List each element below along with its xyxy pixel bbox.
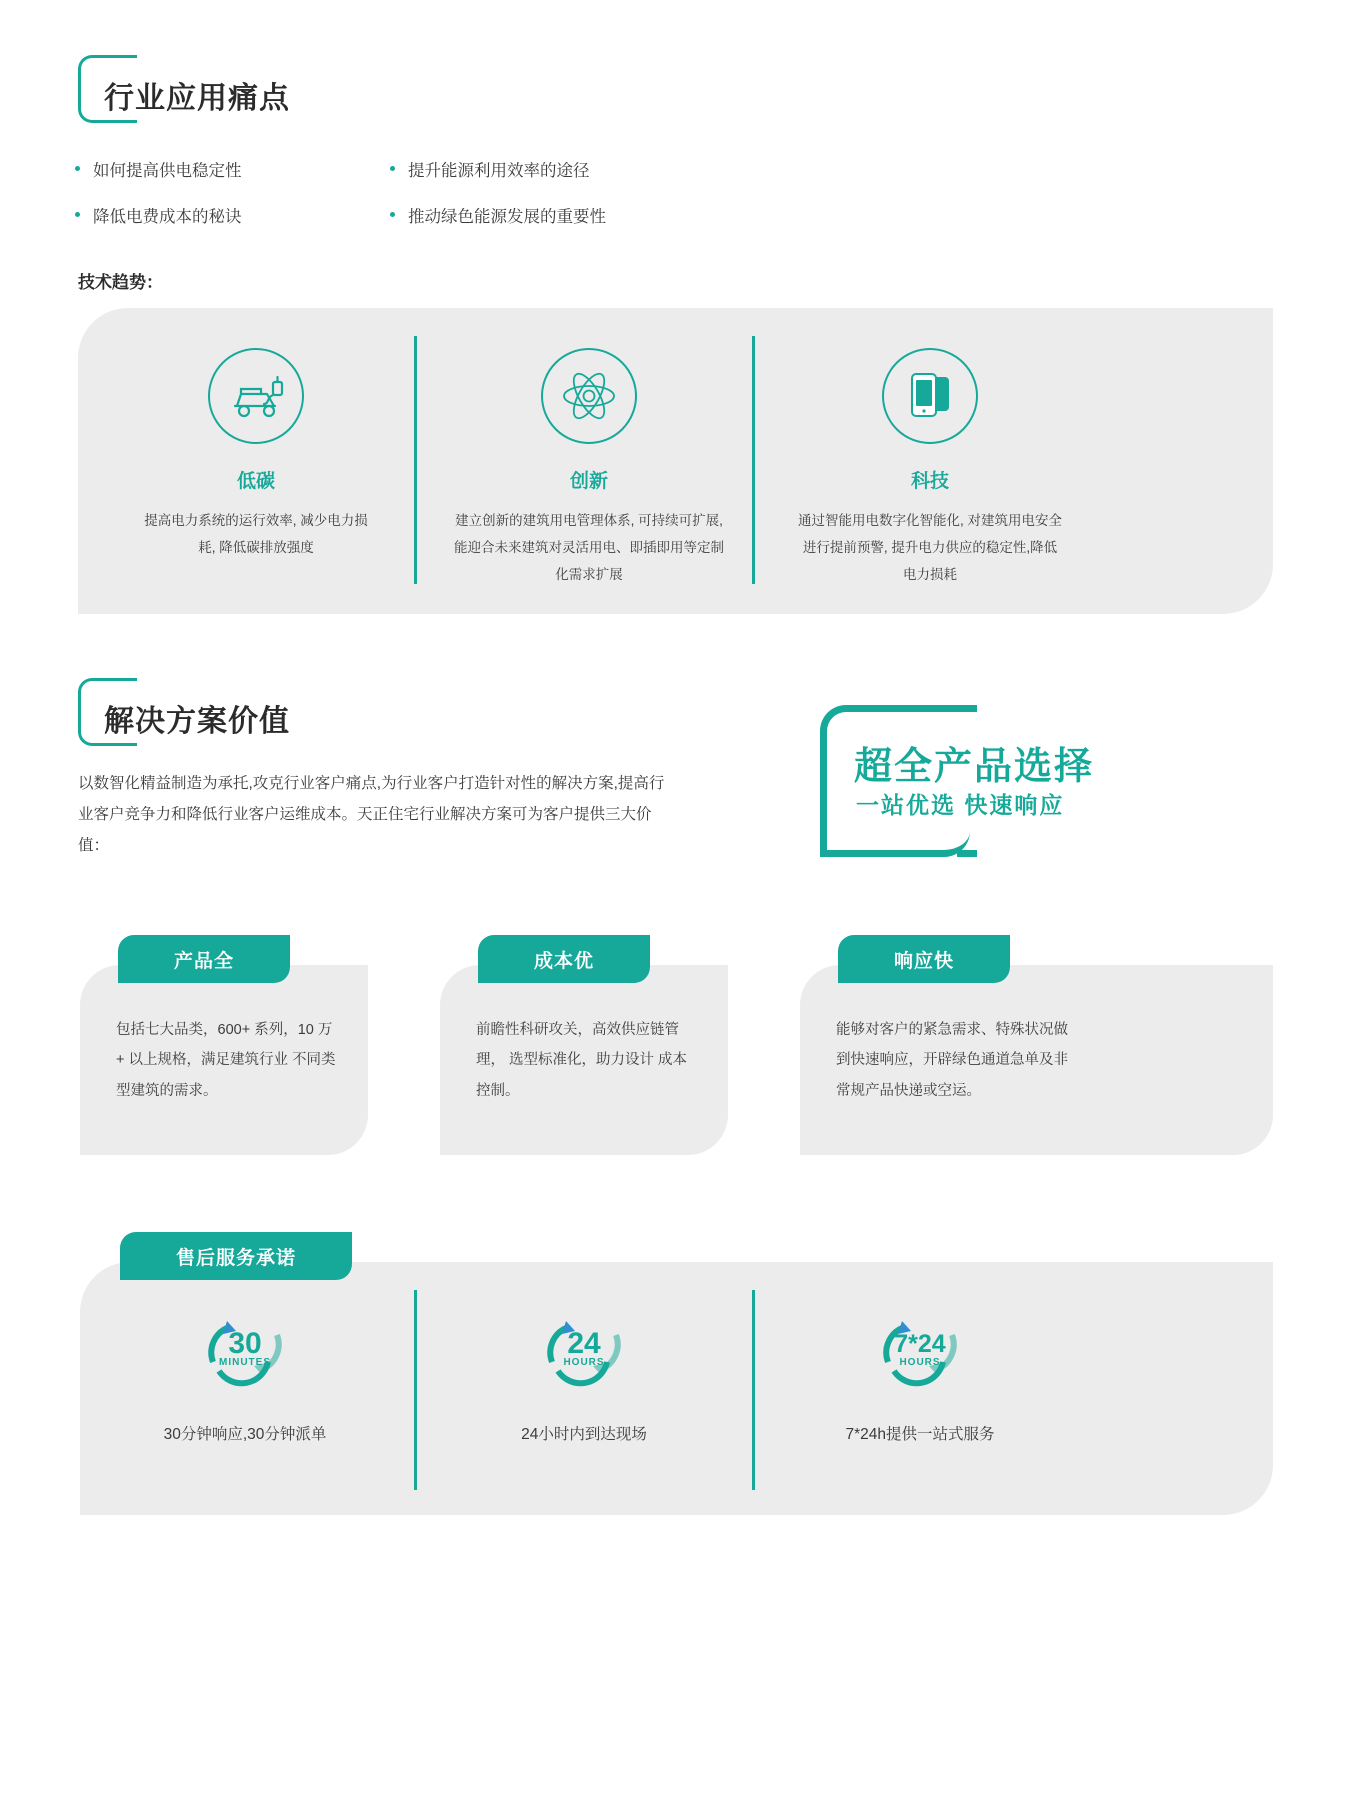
trend-description: 建立创新的建筑用电管理体系, 可持续可扩展, 能迎合未来建筑对灵活用电、即插即用等定制化需求扩展 bbox=[454, 513, 724, 582]
service-caption: 7*24h提供一站式服务 bbox=[845, 1426, 995, 1443]
divider bbox=[752, 336, 755, 584]
cycle-30-minutes-icon bbox=[193, 1305, 297, 1391]
section-title: 解决方案价值 bbox=[104, 705, 290, 738]
divider bbox=[752, 1290, 755, 1490]
value-card-fast-response bbox=[800, 935, 1095, 1160]
svg-text:HOURS: HOURS bbox=[899, 1357, 941, 1368]
tech-trend-label: 技术趋势： bbox=[78, 273, 163, 292]
value-card-cost-advantage bbox=[440, 935, 735, 1160]
trend-description: 通过智能用电数字化智能化, 对建筑用电安全进行提前预警, 提升电力供应的稳定性,降低电力损耗 bbox=[798, 513, 1063, 582]
list-item-label: 降低电费成本的秘诀 bbox=[93, 208, 242, 226]
card-text: 前瞻性科研攻关，高效供应链管理， 选型标准化，助力设计 成本控制。 bbox=[476, 1022, 688, 1099]
svg-text:24: 24 bbox=[567, 1327, 601, 1360]
trend-title: 科技 bbox=[910, 471, 949, 492]
promo-line-2: 一站优选 快速响应 bbox=[856, 792, 1065, 818]
value-card-product-range bbox=[80, 935, 375, 1160]
service-caption: 24小时内到达现场 bbox=[521, 1426, 647, 1443]
service-item-24-hours bbox=[434, 1305, 734, 1444]
service-caption: 30分钟响应,30分钟派单 bbox=[163, 1426, 327, 1443]
divider bbox=[414, 336, 417, 584]
after-sales-tab-label: 售后服务承诺 bbox=[120, 1232, 352, 1280]
promo-badge bbox=[820, 705, 1180, 870]
trend-item-innovation bbox=[444, 348, 734, 588]
list-item bbox=[75, 203, 242, 227]
svg-text:HOURS: HOURS bbox=[563, 1357, 605, 1368]
section-heading-solution-value bbox=[78, 678, 498, 758]
service-item-7x24-hours bbox=[770, 1305, 1070, 1444]
bullet-dot-icon bbox=[390, 212, 395, 217]
bullet-dot-icon bbox=[75, 166, 80, 171]
svg-text:MINUTES: MINUTES bbox=[219, 1357, 271, 1368]
bullet-dot-icon bbox=[75, 212, 80, 217]
service-item-30-minutes bbox=[95, 1305, 395, 1444]
promo-line-1: 超全产品选择 bbox=[854, 746, 1095, 788]
svg-text:7*24: 7*24 bbox=[894, 1330, 946, 1358]
bullet-dot-icon bbox=[390, 166, 395, 171]
divider bbox=[414, 1290, 417, 1490]
trend-item-technology bbox=[790, 348, 1070, 588]
list-item-label: 提升能源利用效率的途径 bbox=[408, 162, 590, 180]
trend-item-low-carbon bbox=[120, 348, 392, 561]
ev-charging-car-icon bbox=[208, 348, 304, 444]
svg-text:30: 30 bbox=[228, 1327, 262, 1360]
card-tab-label: 产品全 bbox=[118, 935, 290, 983]
list-item bbox=[75, 157, 242, 181]
pain-points-left-column bbox=[75, 157, 242, 249]
cycle-7x24-hours-icon bbox=[868, 1305, 972, 1391]
trend-title: 创新 bbox=[569, 471, 608, 492]
card-text: 包括七大品类，600+ 系列，10 万 + 以上规格，满足建筑行业 不同类型建筑的需求。 bbox=[116, 1022, 336, 1099]
solution-value-paragraph: 以数智化精益制造为承托,攻克行业客户痛点,为行业客户打造针对性的解决方案,提高行业客户竞争力和降低行业客户运维成本。天正住宅行业解决方案可为客户提供三大价值： bbox=[78, 775, 665, 854]
pain-points-right-column bbox=[390, 157, 606, 249]
list-item-label: 推动绿色能源发展的重要性 bbox=[408, 208, 606, 226]
mobile-devices-icon bbox=[882, 348, 978, 444]
page-title: 行业应用痛点 bbox=[104, 82, 290, 115]
card-tab-label: 成本优 bbox=[478, 935, 650, 983]
list-item bbox=[390, 203, 606, 227]
atom-innovation-icon bbox=[541, 348, 637, 444]
cycle-24-hours-icon bbox=[532, 1305, 636, 1391]
list-item-label: 如何提高供电稳定性 bbox=[93, 162, 242, 180]
trend-title: 低碳 bbox=[236, 471, 275, 492]
card-tab-label: 响应快 bbox=[838, 935, 1010, 983]
card-text: 能够对客户的紧急需求、特殊状况做到快速响应，开辟绿色通道急单及非常规产品快递或空运。 bbox=[836, 1022, 1068, 1099]
list-item bbox=[390, 157, 606, 181]
trend-description: 提高电力系统的运行效率, 减少电力损耗, 降低碳排放强度 bbox=[144, 513, 368, 555]
section-heading-pain-points bbox=[78, 55, 498, 135]
